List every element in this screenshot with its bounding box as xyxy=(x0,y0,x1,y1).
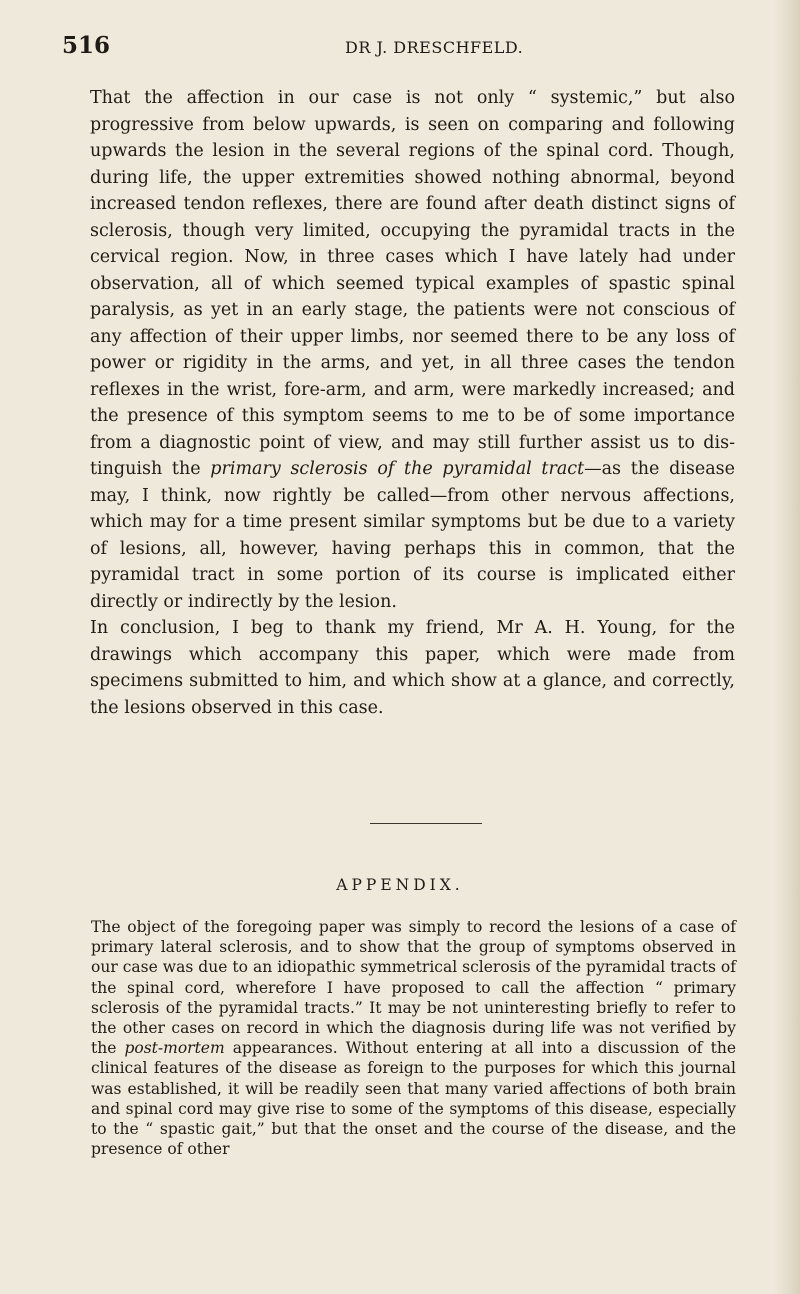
main-text xyxy=(90,85,735,721)
page-header xyxy=(62,30,740,64)
italic-term: primary sclerosis of the pyramidal tract xyxy=(210,459,585,479)
running-title: DR J. DRESCHFELD. xyxy=(345,38,524,57)
paragraph-text: The object of the foregoing paper was simply to record the lesions of a case of primary lateral sclerosis, and to show that the group of symptoms observed in our case was due to an idiopathic symmetrical sclerosis of the pyramidal tracts of the spinal cord, wherefore I have proposed to call the affection “ primary sclerosis of the pyramidal tracts.” It may be not uninteresting briefly to refer to the other cases on record in which the diagnosis during life was not verified by the xyxy=(91,918,736,1058)
appendix-heading: APPENDIX. xyxy=(336,876,464,894)
page-number: 516 xyxy=(62,32,111,59)
body-paragraph: In conclusion, I beg to thank my friend, Mr A. H. Young, for the drawings which accompany this paper, which were made from specimens submitted to him, and which show at a glance, and correctly, the lesions observed in this case. xyxy=(90,618,735,718)
paragraph-text: That the affection in our case is not only “ systemic,” but also progressive from below upwards, is seen on comparing and following upwards the lesion in the several regions of the spinal cord. Though, during life, the upper extremities showed nothing abnormal, beyond increased tendon reflexes, there are found after death distinct signs of sclerosis, though very limited, occupying the pyramidal tracts in the cervical region. Now, in three cases which I have lately had under observation, all of which seemed typical examples of spastic spinal paralysis, as yet in an early stage, the patients were not conscious of any affection of their upper limbs, nor seemed there to be any loss of power or rigidity in the arms, and yet, in all three cases the tendon reflexes in the wrist, fore-arm, and arm, were markedly increased; and the presence of this symptom seems to me to be of some importance from a diagnostic point of view, and may still further assist us to dis-tinguish the xyxy=(90,88,735,479)
appendix-text xyxy=(91,917,736,1159)
paragraph-text: appearances. Without entering at all into a discussion of the clinical features of the disease as foreign to the purposes for which this journal was established, it will be readily seen that many varied affections of both brain and spinal cord may give rise to some of the symptoms of this disease, especially to the “ spastic gait,” but that the onset and the course of the disease, and the presence of other xyxy=(91,1039,736,1159)
italic-term: post-mortem xyxy=(124,1039,225,1058)
section-divider xyxy=(370,823,482,824)
page-edge-shadow xyxy=(774,0,800,1294)
paragraph-text: —as the disease may, I think, now rightly be called—from other nervous affections, which may for a time present similar symptoms but be due to a variety of lesions, all, however, having perhaps this in common, that the pyramidal tract in some portion of its course is implicated either directly or indirectly by the lesion. xyxy=(90,459,735,612)
body-paragraph xyxy=(90,85,735,615)
appendix-paragraph xyxy=(91,917,736,1159)
